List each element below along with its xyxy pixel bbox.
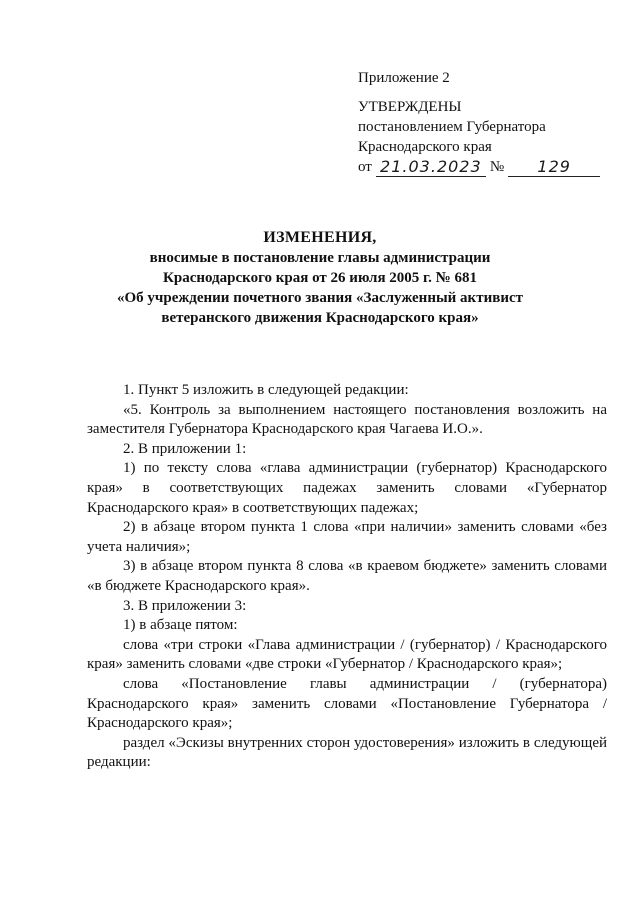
paragraph: 3. В приложении 3: bbox=[123, 597, 247, 614]
approval-block bbox=[358, 68, 600, 177]
appendix-label: Приложение 2 bbox=[358, 70, 450, 86]
title-line-4: ветеранского движения Краснодарского края» bbox=[161, 310, 479, 326]
paragraph: 1) по тексту слова «глава администрации (губернатор) Краснодарского края» в соответствующих падежах заменить словами «Губернатор Краснодарского края» в соответствующих падежах; bbox=[87, 460, 607, 516]
approval-line-2: Краснодарского края bbox=[358, 139, 492, 155]
approval-line-1: постановлением Губернатора bbox=[358, 119, 546, 135]
paragraph: 2) в абзаце втором пункта 1 слова «при наличии» заменить словами «без учета наличия»; bbox=[87, 519, 607, 555]
date-prefix: от bbox=[358, 159, 372, 175]
handwritten-date: 21.03.2023 bbox=[376, 158, 486, 177]
paragraph: 1) в абзаце пятом: bbox=[123, 617, 238, 634]
handwritten-number: 129 bbox=[508, 158, 600, 177]
paragraph: слова «Постановление главы администрации / (губернатора) Краснодарского края» заменить словами «Постановление Губернатора / Краснодарского края»; bbox=[87, 675, 607, 732]
title-line-2: Краснодарского края от 26 июля 2005 г. № 681 bbox=[162, 270, 478, 286]
paragraph: раздел «Эскизы внутренних сторон удостоверения» изложить в следующей редакции: bbox=[87, 734, 607, 771]
document-body bbox=[87, 381, 607, 773]
title-line-1: вносимые в постановление главы администрации bbox=[149, 250, 491, 266]
title-line-3: «Об учреждении почетного звания «Заслуженный активист bbox=[117, 290, 523, 306]
paragraph: слова «три строки «Глава администрации / (губернатор) / Краснодарского края» заменить словами «две строки «Губернатор / Краснодарского края»; bbox=[87, 636, 607, 673]
document-title bbox=[110, 228, 530, 328]
approval-date-row bbox=[358, 157, 600, 177]
paragraph: 2. В приложении 1: bbox=[123, 440, 247, 457]
approval-heading: УТВЕРЖДЕНЫ bbox=[358, 99, 462, 115]
paragraph: 1. Пункт 5 изложить в следующей редакции: bbox=[123, 382, 409, 398]
paragraph: «5. Контроль за выполнением настоящего постановления возложить на заместителя Губернатора Краснодарского края Чагаева И.О.». bbox=[87, 401, 607, 438]
number-sign: № bbox=[489, 159, 505, 175]
paragraph: 3) в абзаце втором пункта 8 слова «в краевом бюджете» заменить словами «в бюджете Краснодарского края». bbox=[87, 558, 607, 594]
title-main: ИЗМЕНЕНИЯ, bbox=[263, 229, 377, 246]
